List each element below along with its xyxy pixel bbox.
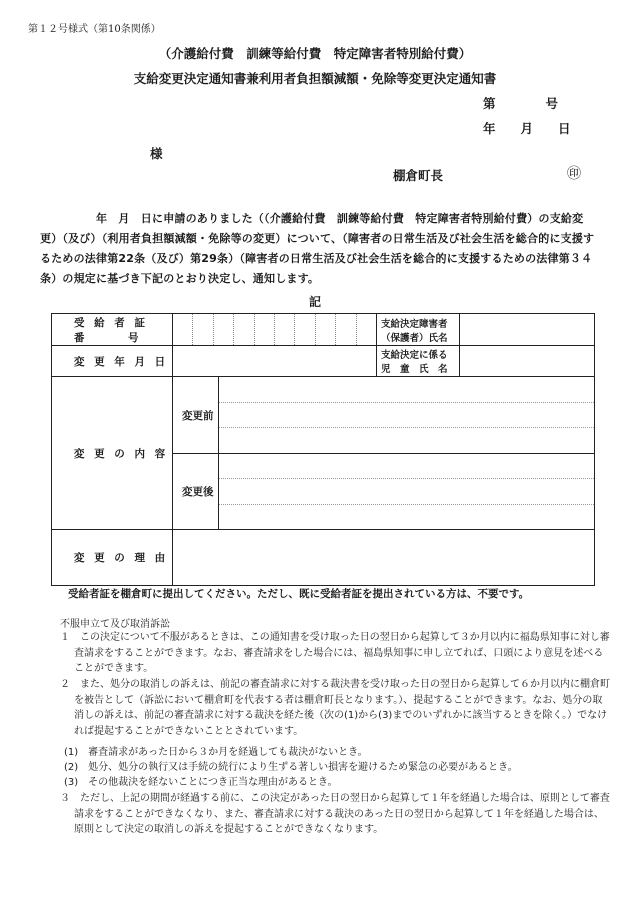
document-number: 第 号 — [483, 96, 559, 111]
child-name-label: 支給決定に係る 児 童 氏 名 — [377, 346, 460, 377]
form-number: 第１２号様式（第10条関係） — [28, 24, 161, 35]
before-content-field[interactable] — [219, 377, 595, 454]
decided-person-name-field[interactable] — [460, 314, 595, 346]
appeal-item-3: (3) その他裁決を経ないことにつき正当な理由があるとき。 — [64, 777, 338, 788]
decision-body-text: 年 月 日に申請のありました（（介護給付費 訓練等給付費 特定障害者特別給付費）の支給変更）（及び）（利用者負担額減額・免除等の変更）について、（障害者の日常生活及び社会生活を総合的に支援するための法律第22条（及び）第29条）（障害者の日常生活及び社会生活を総合的に支援するための法律第３４条）の規定に基づき下記のとおり決定し、通知します。 — [40, 212, 595, 285]
issuer-name: 棚倉町長 — [393, 168, 444, 183]
addressee-suffix: 様 — [150, 146, 163, 161]
seal-mark: ㊞ — [567, 166, 581, 182]
appeal-paragraph-3: ３ ただし、上記の期間が経過する前に、この決定があった日の翌日から起算して１年を経過した場合は、原則として審査請求をすることができなくなり、また、審査請求に対する裁決のあった日の翌日から起算して１年を経過した場合は、原則として決定の取消しの訴えを提起することができなくなります。 — [60, 793, 610, 835]
change-content-label: 変 更 の 内 容 — [52, 377, 173, 530]
recipient-number-field[interactable] — [173, 314, 377, 346]
decision-table — [51, 313, 595, 586]
appeal-heading: 不服申立て及び取消訴訟 — [60, 619, 170, 630]
child-name-field[interactable] — [460, 346, 595, 377]
appeal-paragraph-1: １ この決定について不服があるときは、この通知書を受け取った日の翌日から起算して３か月以内に福島県知事に対し審査請求をすることができます。なお、審査請求をした場合には、福島県知事に申し立てれば、口頭により意見を述べることができます。 — [60, 632, 610, 674]
change-date-field[interactable] — [173, 346, 377, 377]
change-date-label: 変 更 年 月 日 — [52, 346, 173, 377]
document-title: 支給変更決定通知書兼利用者負担額減額・免除等変更決定通知書 — [133, 71, 497, 86]
submission-notice: 受給者証を棚倉町に提出してください。ただし、既に受給者証を提出されている方は、不要です。 — [68, 588, 530, 600]
decided-person-label: 支給決定障害者 （保護者）氏名 — [377, 314, 460, 346]
change-reason-label: 変 更 の 理 由 — [52, 530, 173, 586]
appeal-item-2: (2) 処分、処分の執行又は手続の続行により生ずる著しい損害を避けるため緊急の必要があるとき。 — [64, 762, 518, 773]
appeal-item-1: (1) 審査請求があった日から３か月を経過しても裁決がないとき。 — [64, 747, 368, 758]
document-date: 年 月 日 — [483, 121, 571, 136]
appeal-paragraph-2: ２ また、処分の取消しの訴えは、前記の審査請求に対する裁決書を受け取った日の翌日から起算して６か月以内に棚倉町を被告として（訴訟において棚倉町を代表する者は棚倉町長となります。）、提起することができます。なお、処分の取消しの訴えは、前記の審査請求に対する裁決を経た後（次の(1)から(3)までのいずれかに該当するときを除く。）でなければ提起することができないこととされています。 — [60, 679, 610, 737]
ki-heading: 記 — [308, 295, 321, 309]
before-label: 変更前 — [173, 377, 219, 454]
after-label: 変更後 — [173, 454, 219, 530]
change-reason-field[interactable] — [173, 530, 595, 586]
recipient-number-label: 受 給 者 証 番 号 — [52, 314, 173, 346]
title-benefit-types: （介護給付費 訓練等給付費 特定障害者特別給付費） — [158, 46, 472, 61]
after-content-field[interactable] — [219, 454, 595, 530]
